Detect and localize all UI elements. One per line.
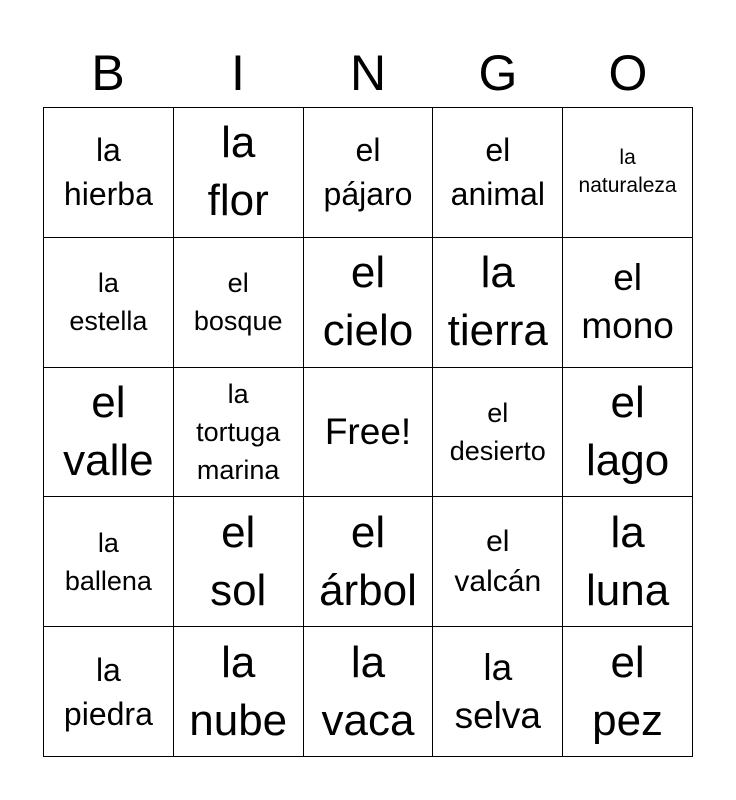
cell-line: hierba: [63, 176, 153, 213]
bingo-cell: [563, 238, 693, 368]
cell-line: luna: [586, 565, 670, 615]
cell-line: la: [483, 646, 513, 688]
bingo-header: [43, 38, 693, 108]
cell-line: tierra: [447, 306, 548, 356]
cell-line: el: [610, 377, 645, 427]
cell-line: sol: [210, 565, 267, 615]
bingo-cell: [44, 108, 174, 238]
cell-line: la: [619, 146, 636, 170]
cell-line: nube: [189, 695, 288, 745]
cell-line: piedra: [63, 695, 153, 732]
cell-line: marina: [196, 454, 280, 485]
cell-line: el: [350, 248, 386, 298]
bingo-cell: [433, 238, 563, 368]
bingo-cell: [44, 497, 174, 627]
cell-line: cielo: [322, 306, 414, 356]
cell-line: el: [91, 377, 126, 427]
cell-line: el: [350, 507, 386, 557]
cell-line: naturaleza: [578, 174, 677, 198]
bingo-cell: [174, 497, 304, 627]
bingo-cell: [174, 238, 304, 368]
bingo-cell: [563, 497, 693, 627]
bingo-cell: [304, 627, 434, 757]
bingo-cell: [563, 108, 693, 238]
bingo-cell: [44, 368, 174, 498]
bingo-cell-free: [304, 368, 434, 498]
cell-line: la: [97, 527, 119, 558]
cell-line: árbol: [319, 565, 417, 615]
header-letter-o: O: [608, 45, 648, 101]
cell-line: la: [95, 132, 121, 169]
cell-line: tortuga: [196, 416, 281, 447]
cell-line: mono: [581, 305, 674, 347]
cell-line: la: [350, 637, 386, 687]
bingo-cell: [174, 368, 304, 498]
bingo-cell: [563, 368, 693, 498]
cell-line: la: [97, 268, 119, 299]
cell-line: el: [610, 637, 645, 687]
cell-line: la: [227, 378, 249, 409]
cell-line: valle: [63, 435, 154, 485]
header-letter-n: N: [349, 45, 387, 101]
bingo-cell: [44, 627, 174, 757]
cell-line: el: [613, 257, 642, 299]
cell-line: el: [355, 132, 381, 169]
cell-line: animal: [450, 176, 545, 213]
bingo-cell: [304, 108, 434, 238]
cell-line: el: [221, 507, 256, 557]
cell-line: el: [486, 524, 510, 558]
cell-line: vaca: [321, 695, 415, 745]
cell-line: desierto: [449, 435, 546, 466]
cell-line: valcán: [454, 564, 542, 598]
cell-line: pez: [592, 695, 664, 745]
bingo-cell: [44, 238, 174, 368]
bingo-cell: [174, 627, 304, 757]
bingo-cell: [563, 627, 693, 757]
bingo-cell: [433, 497, 563, 627]
header-letter-i: I: [231, 45, 245, 101]
cell-line: lago: [586, 435, 670, 485]
cell-line: la: [221, 637, 256, 687]
cell-line: flor: [207, 176, 269, 226]
free-space-label: Free!: [324, 410, 412, 452]
cell-line: selva: [454, 694, 541, 736]
bingo-cell: [304, 497, 434, 627]
cell-line: el: [227, 268, 249, 299]
cell-line: la: [221, 118, 256, 168]
bingo-grid: [43, 107, 693, 757]
bingo-cell: [174, 108, 304, 238]
bingo-cell: [433, 108, 563, 238]
cell-line: la: [610, 507, 645, 557]
cell-line: pájaro: [323, 176, 413, 213]
bingo-cell: [433, 368, 563, 498]
bingo-cell: [433, 627, 563, 757]
cell-line: el: [487, 397, 509, 428]
header-letter-g: G: [478, 45, 518, 101]
cell-line: la: [480, 248, 515, 298]
header-letter-b: B: [91, 45, 125, 101]
cell-line: la: [95, 651, 121, 688]
cell-line: estella: [69, 306, 148, 337]
cell-line: el: [485, 132, 511, 169]
cell-line: bosque: [193, 306, 283, 337]
bingo-cell: [304, 238, 434, 368]
cell-line: ballena: [64, 565, 152, 596]
